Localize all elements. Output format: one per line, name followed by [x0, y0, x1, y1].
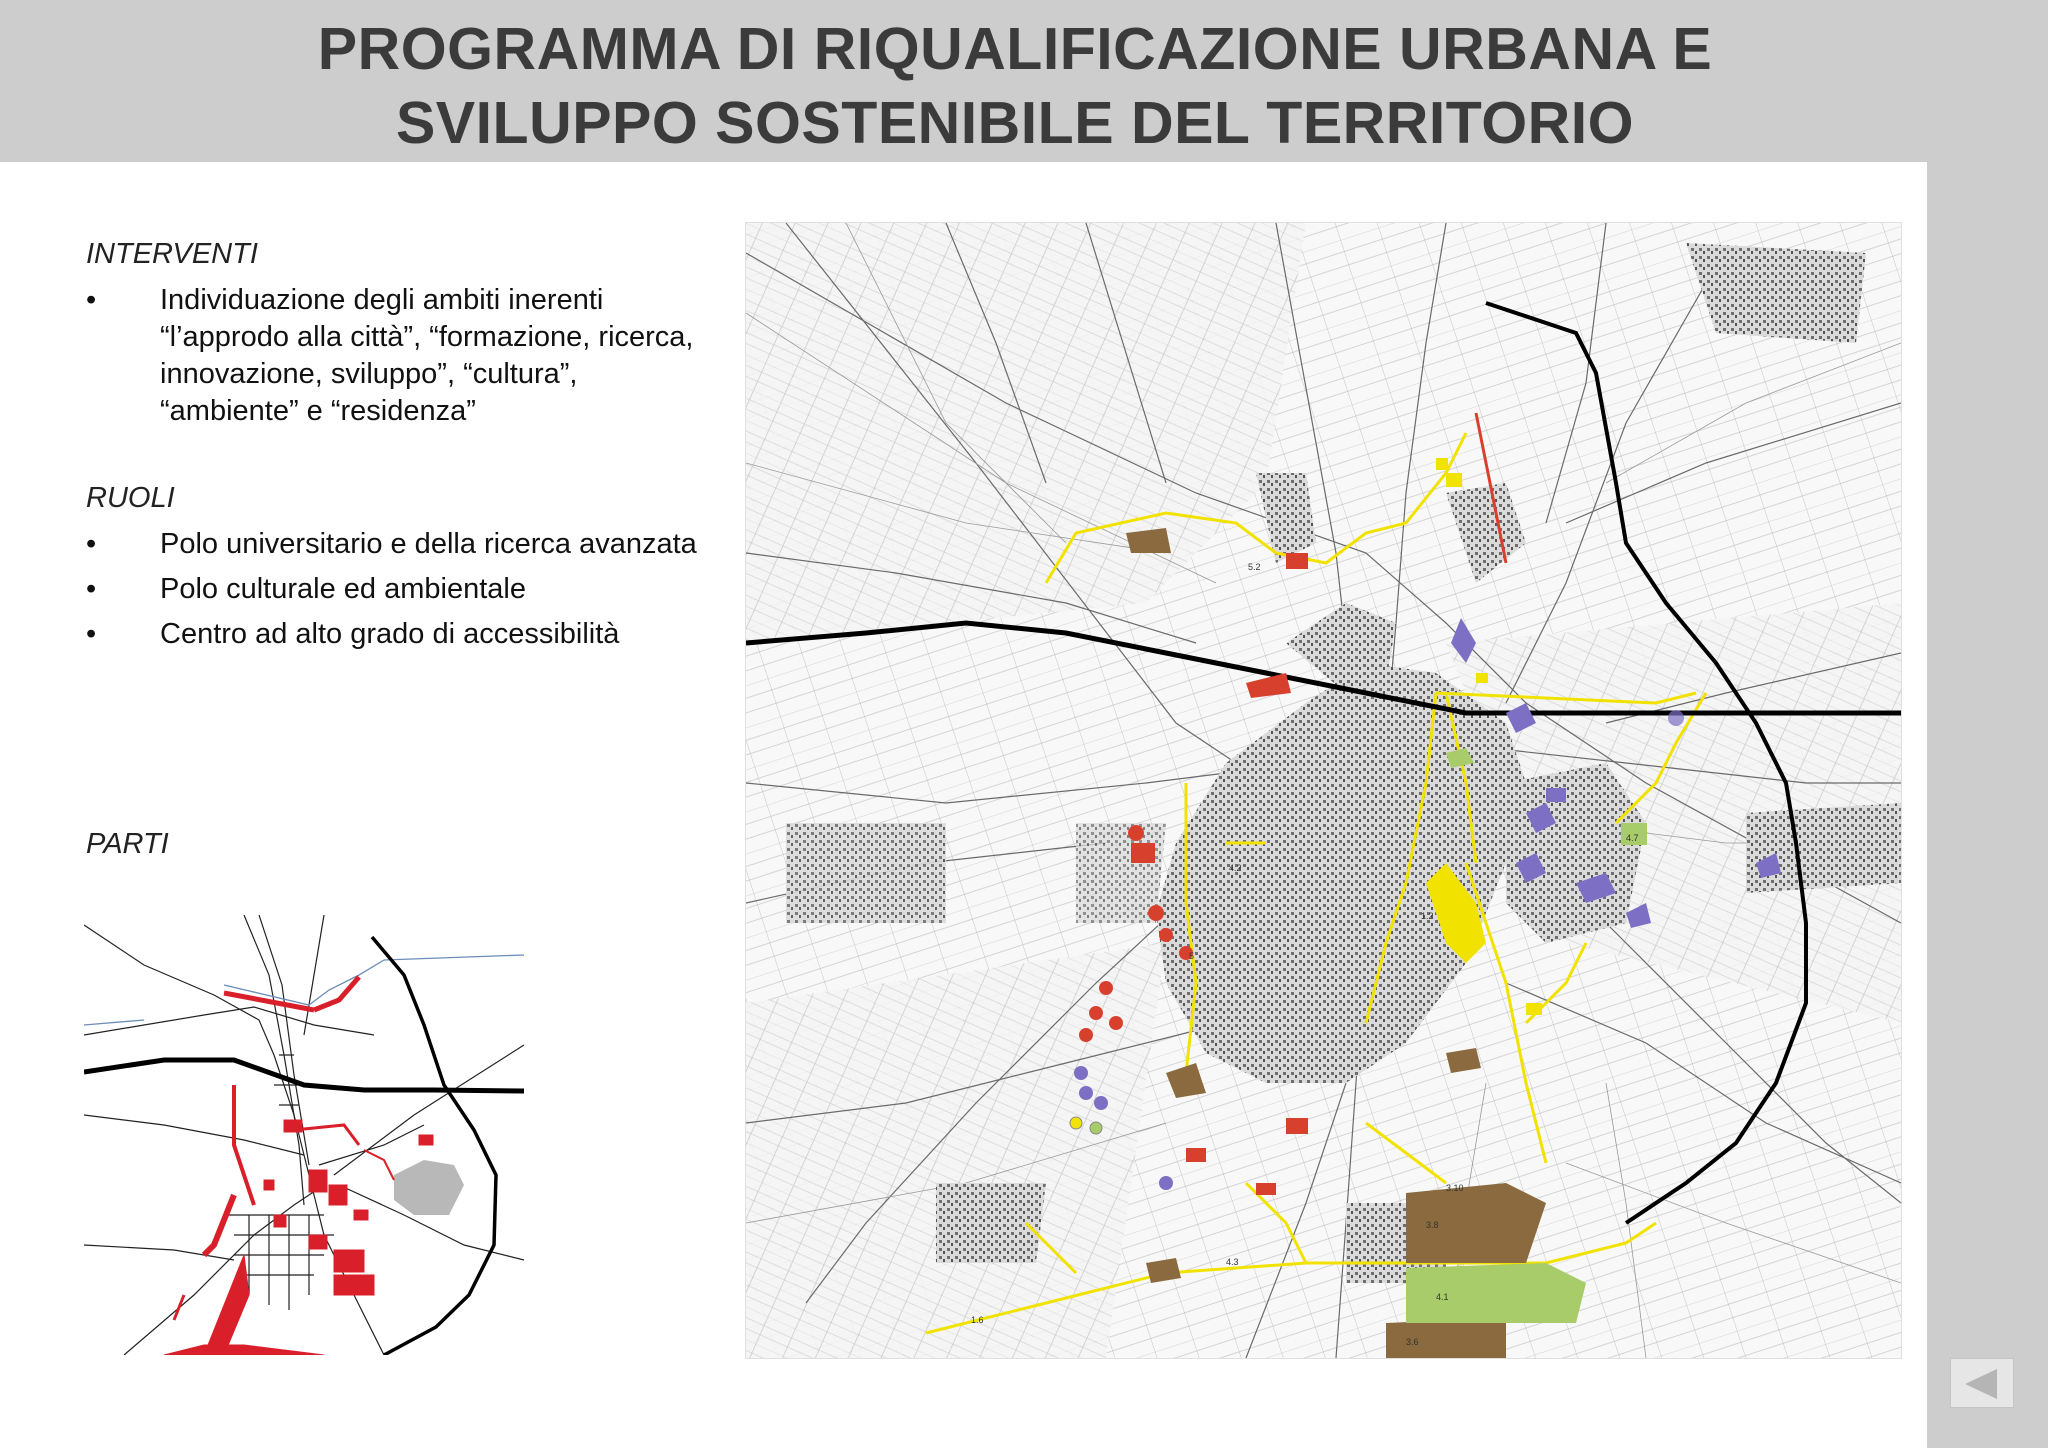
- list-item: [86, 526, 740, 563]
- territory-map: [745, 222, 1902, 1359]
- list-item-text: Polo universitario e della ricerca avanzata: [160, 528, 697, 560]
- header-bar: [0, 0, 2048, 162]
- bullet-icon: •: [86, 284, 97, 316]
- zone-label: 4.7: [1626, 833, 1639, 843]
- back-button[interactable]: [1950, 1358, 2014, 1408]
- list-item-text: Polo culturale ed ambientale: [160, 573, 526, 605]
- territory-map-svg: [746, 223, 1901, 1358]
- bullet-icon: •: [86, 528, 97, 560]
- right-sidebar: [1927, 162, 2048, 1448]
- ruoli-list: [86, 526, 740, 661]
- list-item: [86, 571, 740, 608]
- bullet-icon: •: [86, 618, 97, 650]
- zone-label: 5: [1189, 951, 1195, 961]
- zone-label: 5.2: [1248, 562, 1261, 572]
- zone-label: 3.10: [1446, 1183, 1464, 1193]
- zone-label: 4.1: [1436, 1292, 1449, 1302]
- list-item: [86, 282, 720, 430]
- bullet-icon: •: [86, 573, 97, 605]
- interventi-list: [86, 282, 720, 438]
- zone-label: 1.2: [1421, 911, 1434, 921]
- zone-label: 4.3: [1226, 1257, 1239, 1267]
- zone-label: 3.6: [1406, 1337, 1419, 1347]
- triangle-left-icon: [1951, 1359, 2015, 1409]
- parti-schematic-map: [84, 915, 530, 1355]
- section-title-ruoli: RUOLI: [86, 482, 175, 514]
- zone-label: 4.2: [1229, 863, 1242, 873]
- page-title: PROGRAMMA DI RIQUALIFICAZIONE URBANA E SVILUPPO SOSTENIBILE DEL TERRITORIO: [317, 16, 1713, 156]
- section-title-parti: PARTI: [86, 828, 169, 860]
- list-item-text: Centro ad alto grado di accessibilità: [160, 618, 620, 650]
- section-title-interventi: INTERVENTI: [86, 238, 258, 270]
- list-item-text: Individuazione degli ambiti inerenti “l’approdo alla città”, “formazione, ricerca, innovazione, sviluppo”, “cultura”, “ambiente” e “residenza”: [160, 284, 694, 427]
- zone-label: 1.6: [971, 1315, 984, 1325]
- list-item: [86, 616, 740, 653]
- zone-label: 3.8: [1426, 1220, 1439, 1230]
